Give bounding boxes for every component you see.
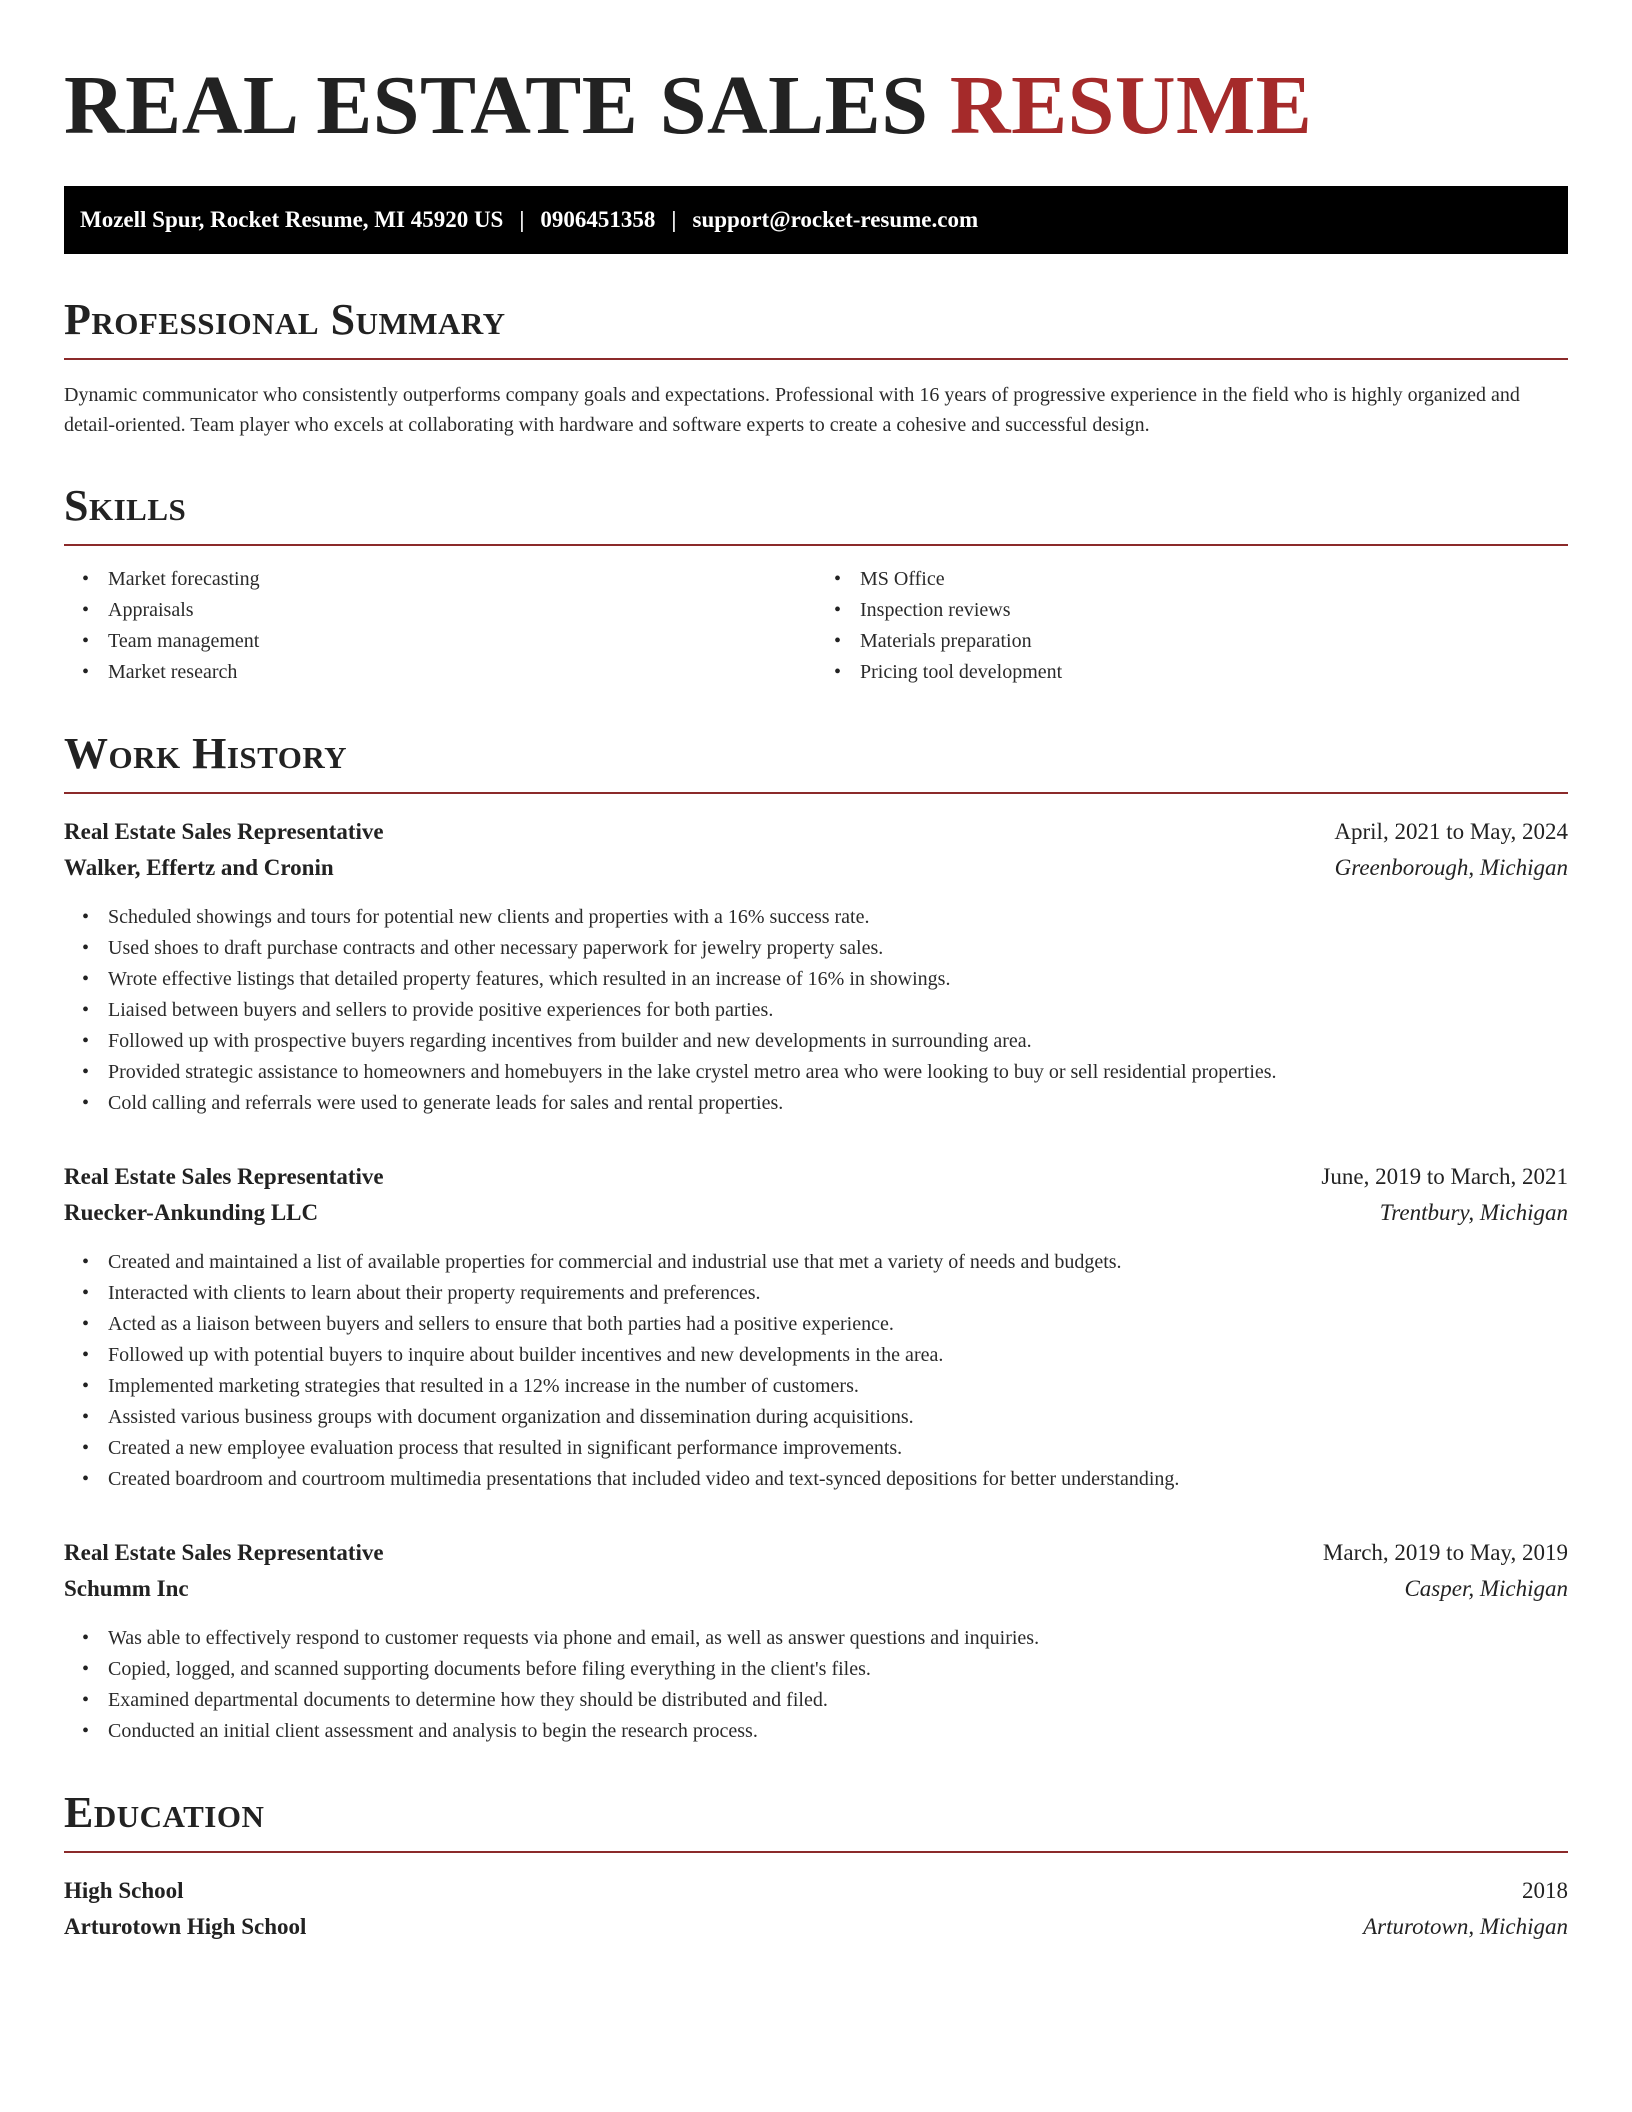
job-bullet: • Wrote effective listings that detailed property features, which resulted in an increase of 16% in showings. [108, 964, 1568, 995]
job-title: Real Estate Sales Representative [64, 1164, 384, 1189]
contact-phone: 0906451358 [540, 207, 656, 232]
job-dates: June, 2019 to March, 2021 [1321, 1164, 1568, 1189]
job-bullets [64, 1623, 1568, 1747]
skill-item: • Market forecasting [108, 564, 816, 595]
skill-item: • Team management [108, 626, 816, 657]
job-location: Casper, Michigan [1404, 1576, 1568, 1601]
job-bullet: • Provided strategic assistance to homeowners and homebuyers in the lake crystel metro area who were looking to buy or sell residential properties. [108, 1057, 1568, 1088]
summary-section [64, 295, 1568, 440]
job-bullet: • Created a new employee evaluation process that resulted in significant performance improvements. [108, 1433, 1568, 1464]
job-location: Trentbury, Michigan [1379, 1200, 1568, 1225]
job-company: Walker, Effertz and Cronin [64, 855, 334, 880]
education-year: 2018 [1522, 1878, 1568, 1903]
work-history-section [64, 729, 1568, 1747]
skill-item: • Materials preparation [860, 626, 1568, 657]
job-title: Real Estate Sales Representative [64, 1540, 384, 1565]
job-bullet: • Copied, logged, and scanned supporting documents before filing everything in the client's files. [108, 1654, 1568, 1685]
education-degree: High School [64, 1878, 184, 1903]
skills-column-right [816, 564, 1568, 688]
job-dates: March, 2019 to May, 2019 [1322, 1540, 1568, 1565]
job-company: Ruecker-Ankunding LLC [64, 1200, 319, 1225]
job-bullet: • Liaised between buyers and sellers to provide positive experiences for both parties. [108, 995, 1568, 1026]
job-bullet: • Scheduled showings and tours for potential new clients and properties with a 16% success rate. [108, 902, 1568, 933]
education-entry [64, 1873, 1568, 1945]
job-location: Greenborough, Michigan [1334, 855, 1568, 880]
skills-section [64, 481, 1568, 688]
job-entry [64, 814, 1568, 1119]
summary-text: Dynamic communicator who consistently outperforms company goals and expectations. Professional with 16 years of progressive experience in the field who is highly organized and detail-oriented. Team player who excels at collaborating with hardware and software experts to create a cohesive and successful design. [64, 384, 1520, 436]
job-bullet: • Cold calling and referrals were used to generate leads for sales and rental properties. [108, 1088, 1568, 1119]
skill-item: • Inspection reviews [860, 595, 1568, 626]
work-history-heading: Work History [64, 732, 1568, 794]
resume-title [64, 56, 1568, 152]
title-main: REAL ESTATE SALES [64, 59, 929, 152]
job-bullet: • Followed up with prospective buyers regarding incentives from builder and new developments in surrounding area. [108, 1026, 1568, 1057]
job-title: Real Estate Sales Representative [64, 819, 384, 844]
skill-item: • Market research [108, 657, 816, 688]
education-location: Arturotown, Michigan [1363, 1914, 1568, 1939]
job-entry [64, 1159, 1568, 1495]
job-bullet: • Followed up with potential buyers to inquire about builder incentives and new developments in the area. [108, 1340, 1568, 1371]
skill-item: • MS Office [860, 564, 1568, 595]
job-bullet: • Examined departmental documents to determine how they should be distributed and filed. [108, 1685, 1568, 1716]
job-bullet: • Created and maintained a list of available properties for commercial and industrial use that met a variety of needs and budgets. [108, 1247, 1568, 1278]
skill-item: • Appraisals [108, 595, 816, 626]
job-bullet: • Created boardroom and courtroom multimedia presentations that included video and text-synced depositions for better understanding. [108, 1464, 1568, 1495]
job-bullet: • Conducted an initial client assessment and analysis to begin the research process. [108, 1716, 1568, 1747]
job-company: Schumm Inc [64, 1576, 189, 1601]
skill-item: • Pricing tool development [860, 657, 1568, 688]
job-bullets [64, 1247, 1568, 1495]
job-dates: April, 2021 to May, 2024 [1334, 819, 1568, 844]
education-school: Arturotown High School [64, 1914, 307, 1939]
contact-address: Mozell Spur, Rocket Resume, MI 45920 US [80, 207, 504, 232]
education-section [64, 1788, 1568, 1945]
skills-list [64, 564, 1568, 688]
contact-bar [64, 186, 1568, 254]
job-bullet: • Assisted various business groups with document organization and dissemination during acquisitions. [108, 1402, 1568, 1433]
job-bullets [64, 902, 1568, 1119]
job-bullet: • Acted as a liaison between buyers and sellers to ensure that both parties had a positive experience. [108, 1309, 1568, 1340]
title-accent: RESUME [949, 59, 1313, 152]
job-entry [64, 1535, 1568, 1747]
job-bullet: • Implemented marketing strategies that resulted in a 12% increase in the number of customers. [108, 1371, 1568, 1402]
job-bullet: • Was able to effectively respond to customer requests via phone and email, as well as answer questions and inquiries. [108, 1623, 1568, 1654]
summary-heading: Professional Summary [64, 298, 1568, 360]
education-heading: Education [64, 1791, 1568, 1853]
job-bullet: • Used shoes to draft purchase contracts and other necessary paperwork for jewelry property sales. [108, 933, 1568, 964]
contact-separator: | [519, 207, 525, 232]
skills-column-left [64, 564, 816, 688]
contact-email: support@rocket-resume.com [692, 207, 979, 232]
skills-heading: Skills [64, 484, 1568, 546]
job-bullet: • Interacted with clients to learn about their property requirements and preferences. [108, 1278, 1568, 1309]
contact-separator: | [671, 207, 677, 232]
